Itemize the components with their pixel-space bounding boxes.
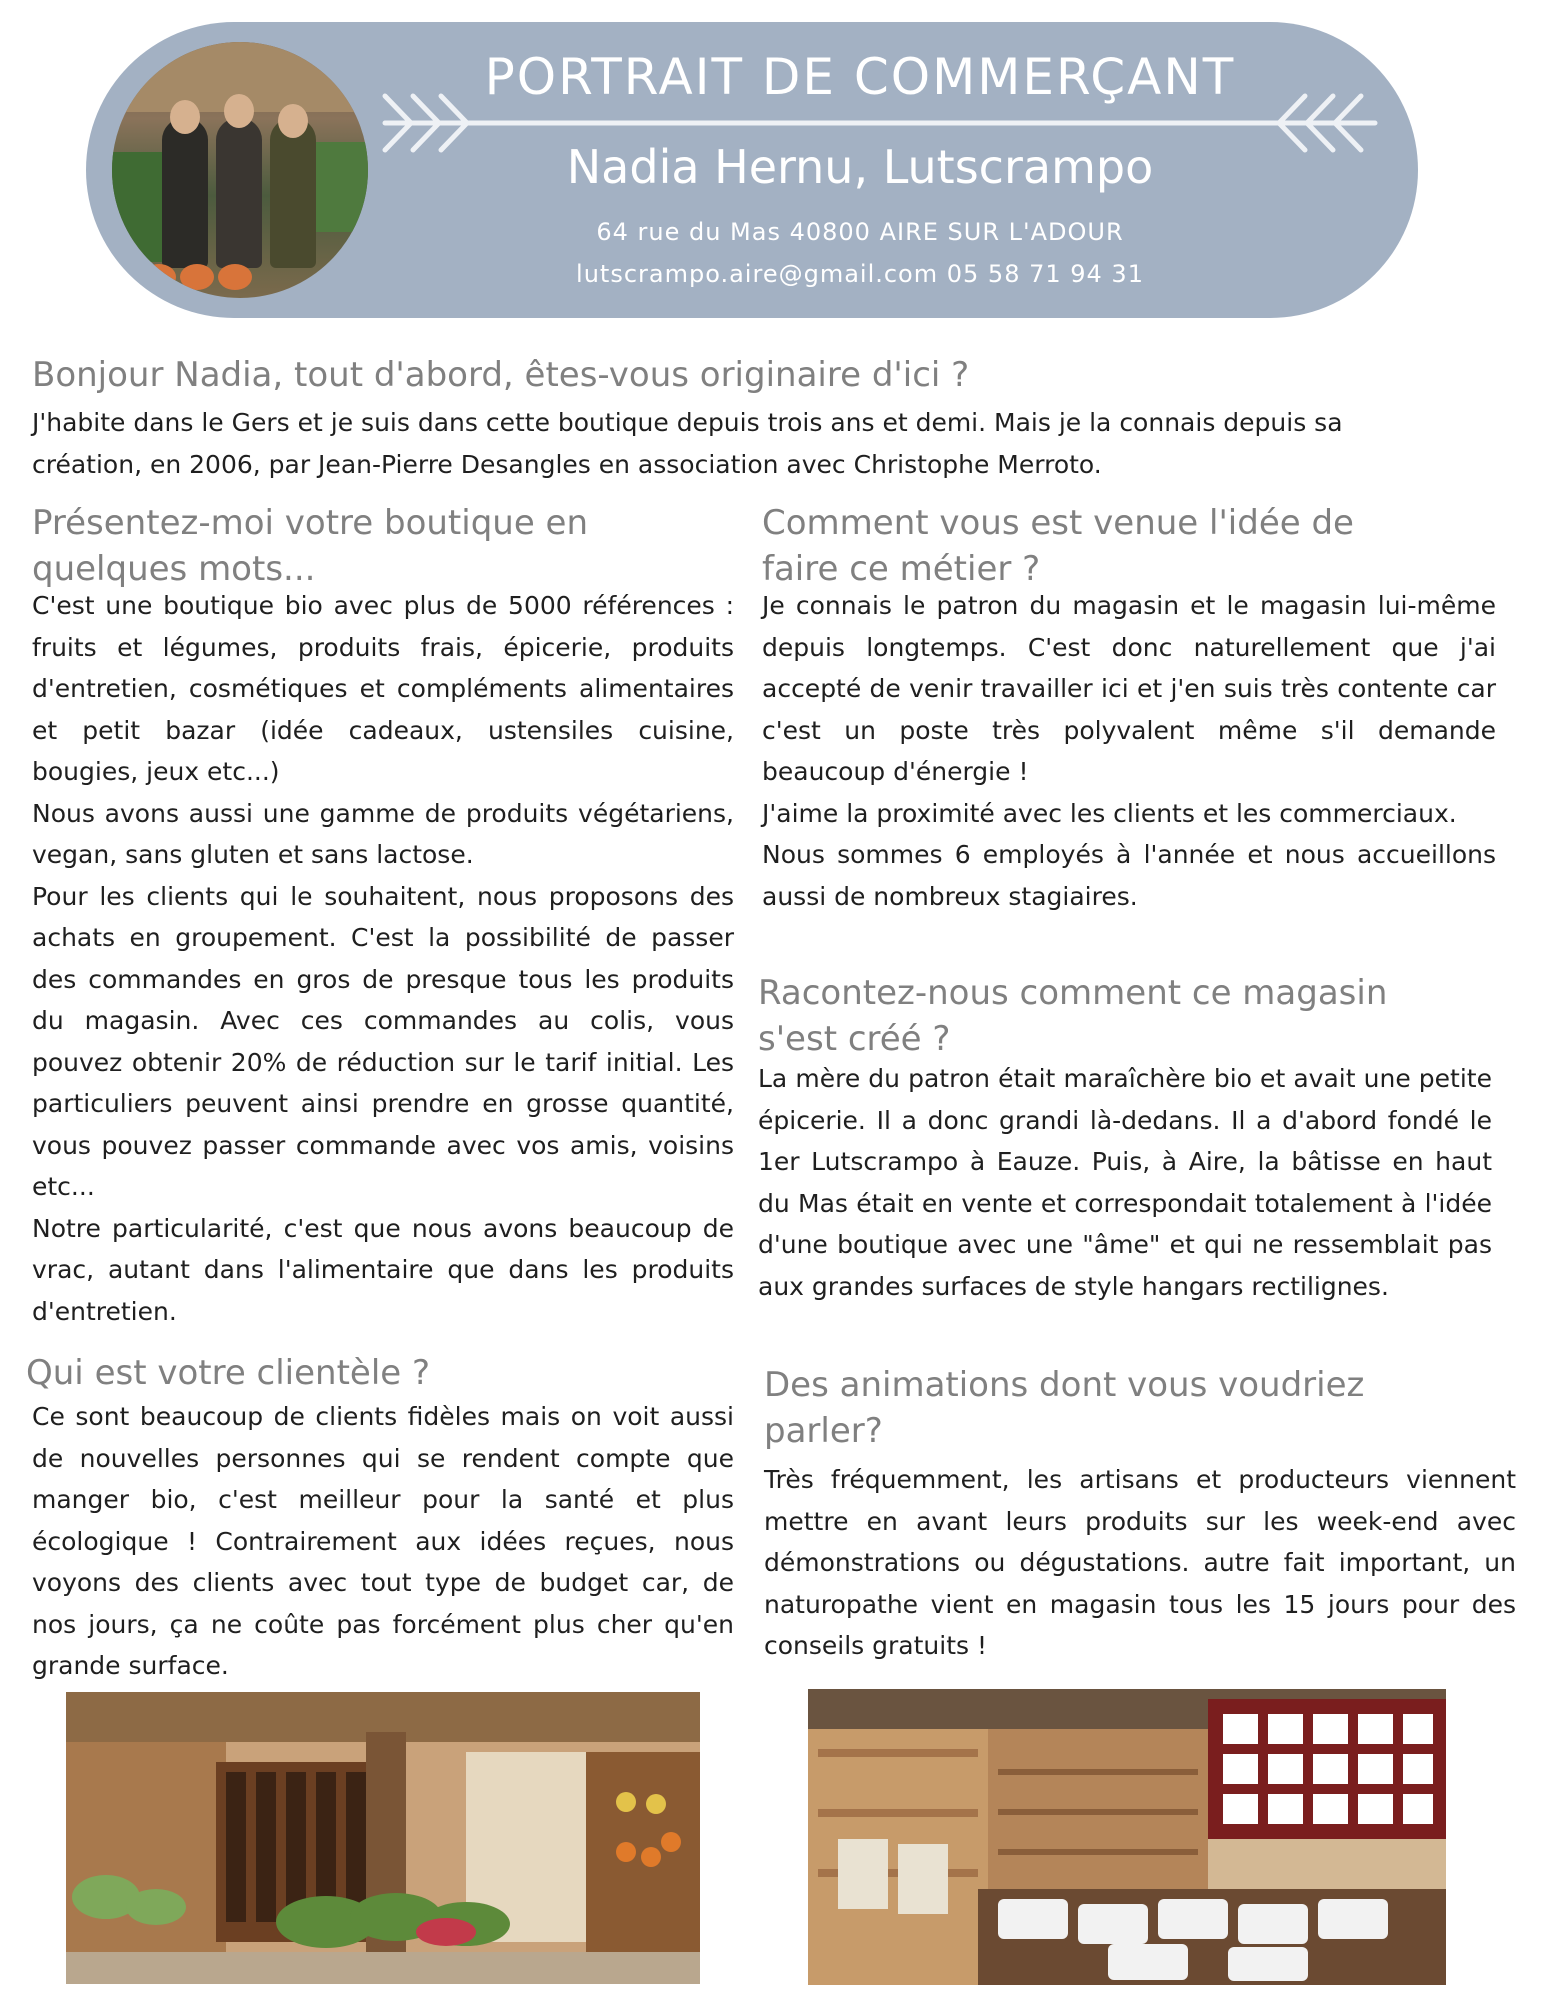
answer-paragraph: J'aime la proximité avec les clients et les commerciaux. [762,798,1457,828]
question-animations: Des animations dont vous voudriez parler? [764,1365,1365,1451]
merchant-contact: lutscrampo.aire@gmail.com 05 58 71 94 31 [576,260,1144,288]
intro-answer: J'habite dans le Gers et je suis dans cette boutique depuis trois ans et demi. Mais je la connais depuis sa création, en 2006, par Jean-Pierre Desangles en association avec Christophe Merroto. [32,408,1343,479]
answer-metier [762,585,1496,917]
answer-paragraph: C'est une boutique bio avec plus de 5000 références : fruits et légumes, produits frais, épicerie, produits d'entretien, cosmétiques et compléments alimentaires et petit bazar (idée cadeaux, ustensiles cuisine, bougies, jeux etc...) [32,591,734,786]
page-title: PORTRAIT DE COMMERÇANT [484,48,1236,106]
answer-boutique [32,585,734,1332]
merchant-name: Nadia Hernu, Lutscrampo [566,140,1154,194]
answer-clientele: Ce sont beaucoup de clients fidèles mais on voit aussi de nouvelles personnes qui se rendent compte que manger bio, c'est meilleur pour la santé et plus écologique ! Contrairement aux idées reçues, nous voyons des clients avec tout type de budget car, de nos jours, ça ne coûte pas forcément plus cher qu'en grande surface. [32,1402,734,1680]
answer-paragraph: Je connais le patron du magasin et le magasin lui-même depuis longtemps. C'est donc naturellement que j'ai accepté de venir travailler ici et j'en suis très contente car c'est un poste très polyvalent même s'il demande beaucoup d'énergie ! [762,591,1496,786]
bulk-shelves-photo [808,1689,1446,1985]
answer-animations: Très fréquemment, les artisans et producteurs viennent mettre en avant leurs produits sur les week-end avec démonstrations ou dégustations. autre fait important, un naturopathe vient en magasin tous les 15 jours pour des conseils gratuits ! [764,1465,1516,1660]
question-clientele: Qui est votre clientèle ? [26,1353,431,1393]
answer-paragraph: Pour les clients qui le souhaitent, nous proposons des achats en groupement. C'est la possibilité de passer des commandes en gros de presque tous les produits du magasin. Avec ces commandes au colis, vous pouvez obtenir 20% de réduction sur le tarif initial. Les particuliers peuvent ainsi prendre en grosse quantité, vous pouvez passer commande avec vos amis, voisins etc... [32,881,734,1201]
shop-interior-photo [66,1692,700,1984]
question-boutique: Présentez-moi votre boutique en quelques mots... [32,503,589,589]
question-metier: Comment vous est venue l'idée de faire ce métier ? [762,503,1354,589]
staff-photo [112,42,368,298]
merchant-address: 64 rue du Mas 40800 AIRE SUR L'ADOUR [596,218,1124,246]
answer-paragraph: Nous avons aussi une gamme de produits végétariens, vegan, sans gluten et sans lactose. [32,798,734,869]
question-creation: Racontez-nous comment ce magasin s'est créé ? [758,973,1388,1059]
answer-paragraph: Notre particularité, c'est que nous avons beaucoup de vrac, autant dans l'alimentaire que dans les produits d'entretien. [32,1213,734,1326]
answer-creation: La mère du patron était maraîchère bio et avait une petite épicerie. Il a donc grandi là-dedans. Il a d'abord fondé le 1er Lutscrampo à Eauze. Puis, à Aire, la bâtisse en haut du Mas était en vente et correspondait totalement à l'idée d'une boutique avec une "âme" et qui ne ressemblait pas aux grandes surfaces de style hangars rectilignes. [758,1064,1492,1301]
intro-question: Bonjour Nadia, tout d'abord, êtes-vous originaire d'ici ? [32,355,970,395]
answer-paragraph: Nous sommes 6 employés à l'année et nous accueillons aussi de nombreux stagiaires. [762,840,1496,911]
